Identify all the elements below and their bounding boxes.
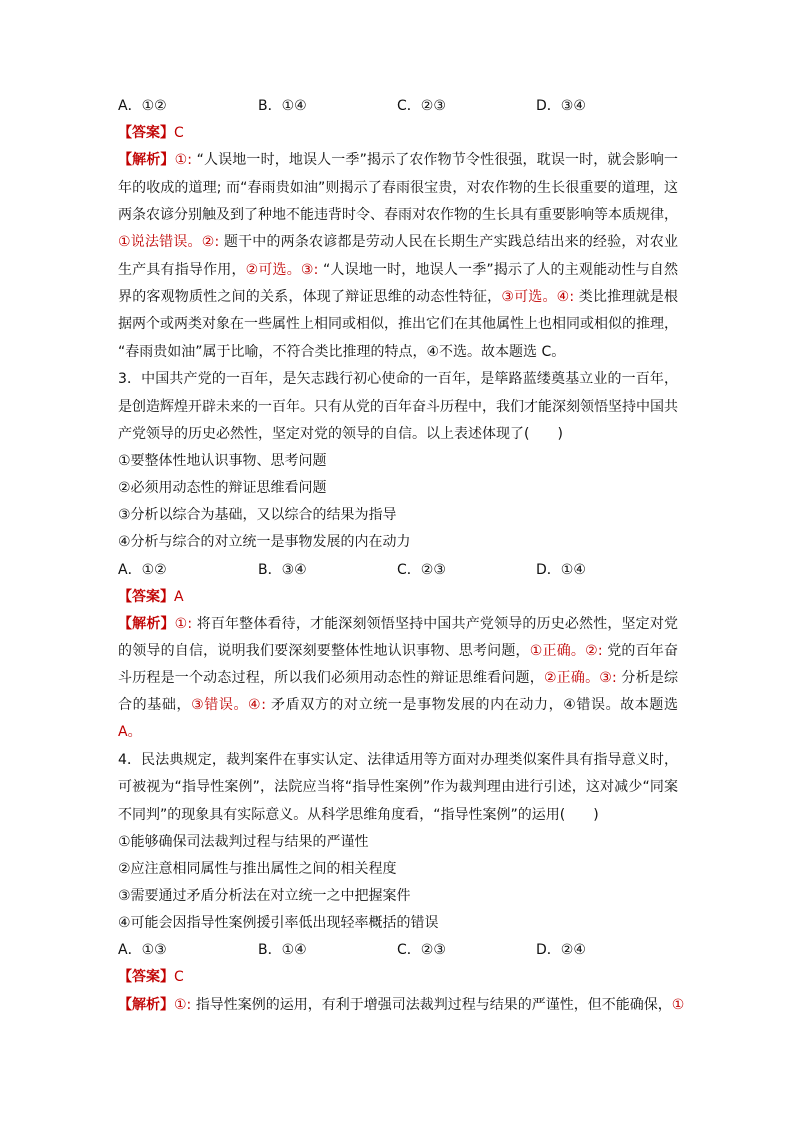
analysis-text: 类比推理就是根 xyxy=(574,289,678,305)
answer-value: C xyxy=(174,969,184,985)
statement-item: ②应注意相同属性与推出属性之间的相关程度 xyxy=(118,861,397,877)
analysis-text: 斗历程是一个动态过程，所以我们必须用动态性的辩证思维看问题， xyxy=(118,670,544,686)
analysis-label: 【解析】 xyxy=(118,152,175,168)
analysis-text: 生产具有指导作用， xyxy=(118,262,246,278)
option-b: B．①④ xyxy=(258,942,307,958)
answer-value: C xyxy=(174,125,184,141)
answer-line xyxy=(118,587,184,607)
analysis-text: 年的收成的道理; 而“春雨贵如油”则揭示了春雨很宝贵，对农作物的生长很重要的道理，这 xyxy=(118,180,678,196)
analysis-text: 分析是综 xyxy=(616,670,678,686)
analysis-red: ②可选。③: xyxy=(245,262,319,278)
analysis-text: 指导性案例的运用，有利于增强司法裁判过程与结果的严谨性，但不能确保， xyxy=(191,997,672,1013)
analysis-text: 两条农谚分别触及到了种地不能违背时令、春雨对农作物的生长具有重要影响等本质规律， xyxy=(118,207,678,223)
analysis-text: 合的基础， xyxy=(118,697,192,713)
analysis-line xyxy=(118,614,678,634)
analysis-text: 将百年整体看待，才能深刻领悟坚持中国共产党领导的历史必然性，坚定对党 xyxy=(192,616,679,632)
analysis-red: ①说法错误。②: xyxy=(118,234,220,250)
question-stem: 是创造辉煌开辟未来的一百年。只有从党的百年奋斗历程中，我们才能深刻领悟坚持中国共 xyxy=(118,399,678,415)
option-a: A．①② xyxy=(118,562,167,578)
statement-item: ①能够确保司法裁判过程与结果的严谨性 xyxy=(118,834,369,850)
question-stem: 可被视为“指导性案例”，法院应当将“指导性案例”作为裁判理由进行引述，这对减少“同案 xyxy=(118,779,678,795)
analysis-red: ① xyxy=(671,997,685,1013)
analysis-line xyxy=(118,150,678,170)
analysis-line xyxy=(118,668,678,688)
analysis-text: 的领导的自信，说明我们要深刻要整体性地认识事物、思考问题， xyxy=(118,643,530,659)
answer-value: A xyxy=(174,589,184,605)
option-b: B．①④ xyxy=(258,98,307,114)
option-a: A．①③ xyxy=(118,942,167,958)
option-b: B．③④ xyxy=(258,562,307,578)
statement-item: ④可能会因指导性案例援引率低出现轻率概括的错误 xyxy=(118,915,439,931)
analysis-red: A。 xyxy=(118,724,142,740)
analysis-line xyxy=(118,232,678,252)
analysis-line xyxy=(118,995,685,1015)
option-a: A．①② xyxy=(118,98,167,114)
analysis-text: “春雨贵如油”属于比喻，不符合类比推理的特点，④不选。故本题选 C。 xyxy=(118,344,566,360)
analysis-red: ①正确。②: xyxy=(529,643,603,659)
analysis-red: ②正确。③: xyxy=(543,670,617,686)
option-c: C．②③ xyxy=(397,98,446,114)
analysis-text: 党的百年奋 xyxy=(602,643,679,659)
analysis-line xyxy=(118,695,678,715)
option-c: C．②③ xyxy=(397,562,446,578)
question-stem: 4．民法典规定，裁判案件在事实认定、法律适用等方面对办理类似案件具有指导意义时， xyxy=(118,752,678,768)
analysis-line xyxy=(118,314,678,334)
question-stem: 3．中国共产党的一百年，是矢志践行初心使命的一百年，是筚路蓝缕奠基立业的一百年， xyxy=(118,371,678,387)
analysis-text: 界的客观物质性之间的关系，体现了辩证思维的动态性特征， xyxy=(118,289,502,305)
analysis-red: ①: xyxy=(174,152,192,168)
option-d: D．③④ xyxy=(536,98,586,114)
analysis-label: 【解析】 xyxy=(118,997,174,1013)
answer-line xyxy=(118,123,184,143)
statement-item: ②必须用动态性的辩证思维看问题 xyxy=(118,480,327,496)
analysis-label: 【解析】 xyxy=(118,616,175,632)
question-stem: 产党领导的历史必然性，坚定对党的领导的自信。以上表述体现了( ) xyxy=(118,426,563,442)
analysis-text: 矛盾双方的对立统一是事物发展的内在动力，④错误。故本题选 xyxy=(265,697,679,713)
option-d: D．①④ xyxy=(536,562,586,578)
answer-label: 【答案】 xyxy=(118,589,174,605)
option-c: C．②③ xyxy=(397,942,446,958)
analysis-line xyxy=(118,342,565,362)
statement-item: ④分析与综合的对立统一是事物发展的内在动力 xyxy=(118,534,411,550)
analysis-line xyxy=(118,641,678,661)
analysis-red: ①: xyxy=(174,997,192,1013)
analysis-text: 据两个或两类对象在一些属性上相同或相似，推出它们在其他属性上也相同或相似的推理， xyxy=(118,316,678,332)
statement-item: ③分析以综合为基础，又以综合的结果为指导 xyxy=(118,507,397,523)
statement-item: ③需要通过矛盾分析法在对立统一之中把握案件 xyxy=(118,888,411,904)
question-stem: 不同判”的现象具有实际意义。从科学思维角度看，“指导性案例”的运用( ) xyxy=(118,807,599,823)
analysis-red: ①: xyxy=(174,616,193,632)
analysis-text: 题干中的两条农谚都是劳动人民在长期生产实践总结出来的经验，对农业 xyxy=(219,234,679,250)
answer-label: 【答案】 xyxy=(118,125,174,141)
analysis-line xyxy=(118,205,678,225)
analysis-text: “人误地一时，地误人一季”揭示了农作物节令性很强，耽误一时，就会影响一 xyxy=(192,152,678,168)
statement-item: ①要整体性地认识事物、思考问题 xyxy=(118,453,327,469)
analysis-red: ③可选。④: xyxy=(501,289,575,305)
option-d: D．②④ xyxy=(536,942,586,958)
analysis-line xyxy=(118,722,142,742)
analysis-line xyxy=(118,260,678,280)
analysis-red: ③错误。④: xyxy=(191,697,266,713)
answer-line xyxy=(118,967,184,987)
analysis-line xyxy=(118,178,678,198)
analysis-line xyxy=(118,287,678,307)
answer-label: 【答案】 xyxy=(118,969,174,985)
analysis-text: “人误地一时，地误人一季”揭示了人的主观能动性与自然 xyxy=(318,262,678,278)
